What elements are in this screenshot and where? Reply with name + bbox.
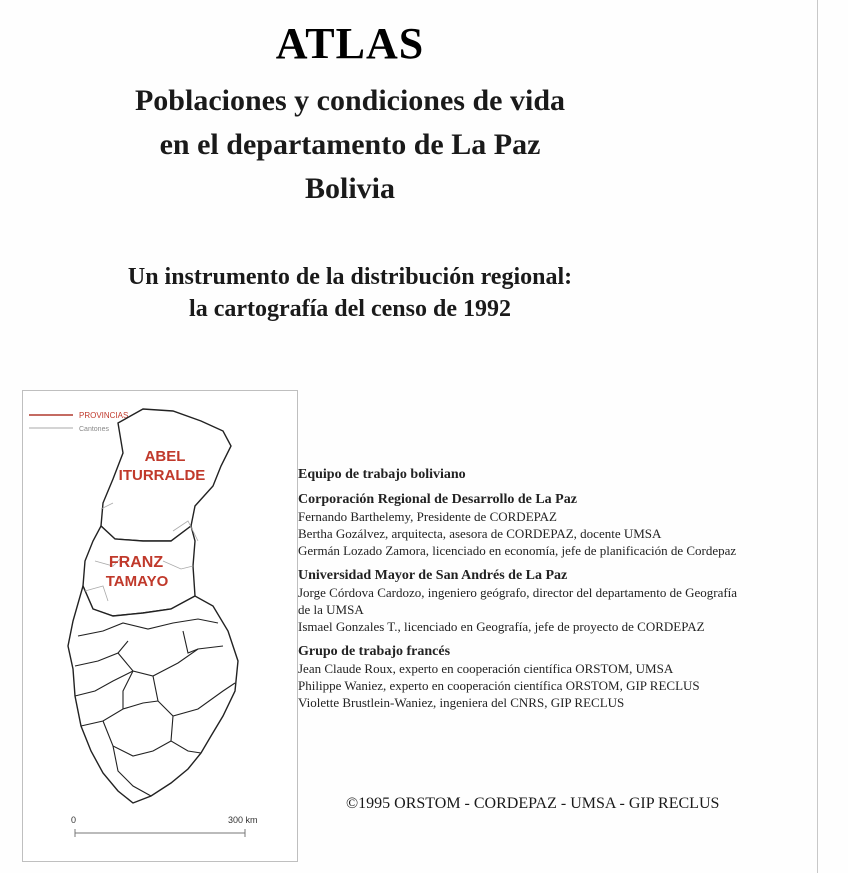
member-line: Violette Brustlein-Waniez, ingeniera del CNRS, GIP RECLUS xyxy=(298,695,625,710)
la-paz-map xyxy=(23,391,297,861)
group-title: Universidad Mayor de San Andrés de La Paz xyxy=(298,568,568,583)
member-line: Jorge Córdova Cardozo, ingeniero geógrafo, director del departamento de Geografía xyxy=(298,585,738,600)
southern-provinces-outline xyxy=(68,586,238,803)
member-line: Fernando Barthelemy, Presidente de CORDEPAZ xyxy=(298,509,557,524)
scale-end-label: 300 km xyxy=(228,815,258,825)
member-line: Bertha Gozálvez, arquitecta, asesora de CORDEPAZ, docente UMSA xyxy=(298,526,662,541)
member-line: Germán Lozado Zamora, licenciado en economía, jefe de planificación de Cordepaz xyxy=(298,543,737,558)
group-title: Grupo de trabajo francés xyxy=(298,644,451,659)
member-line: Philippe Waniez, experto en cooperación científica ORSTOM, GIP RECLUS xyxy=(298,678,700,693)
label-abel: ABEL xyxy=(144,448,186,465)
group-title: Corporación Regional de Desarrollo de La Paz xyxy=(298,492,577,507)
atlas-title: ATLAS xyxy=(275,19,425,68)
subtitle-line-3: Bolivia xyxy=(304,172,395,205)
scale-start-label: 0 xyxy=(71,815,77,825)
team-heading: Equipo de trabajo boliviano xyxy=(298,467,466,482)
legend-provincias-label: PROVINCIAS xyxy=(79,411,129,420)
label-iturralde: ITURRALDE xyxy=(118,467,206,484)
member-line: Jean Claude Roux, experto en cooperación científica ORSTOM, UMSA xyxy=(298,661,674,676)
map-frame xyxy=(22,390,298,862)
subtitle-line-1: Poblaciones y condiciones de vida xyxy=(134,84,566,117)
team-group-umsa xyxy=(298,567,848,635)
legend-cantones-label: Cantones xyxy=(79,426,109,433)
page-edge-line xyxy=(817,0,818,873)
member-line: Ismael Gonzales T., licenciado en Geografía, jefe de proyecto de CORDEPAZ xyxy=(298,619,705,634)
subtitle-line-2: en el departamento de La Paz xyxy=(159,128,541,161)
member-line: de la UMSA xyxy=(298,602,364,617)
team-section xyxy=(298,466,848,711)
team-group-cordepaz xyxy=(298,491,848,559)
label-tamayo: TAMAYO xyxy=(105,573,169,590)
tagline-line-2: la cartografía del censo de 1992 xyxy=(189,296,511,322)
label-franz: FRANZ xyxy=(108,554,164,571)
tagline-line-1: Un instrumento de la distribución regional: xyxy=(127,264,573,290)
copyright-line: ©1995 ORSTOM - CORDEPAZ - UMSA - GIP RECLUS xyxy=(346,795,720,812)
team-group-frances xyxy=(298,643,848,711)
